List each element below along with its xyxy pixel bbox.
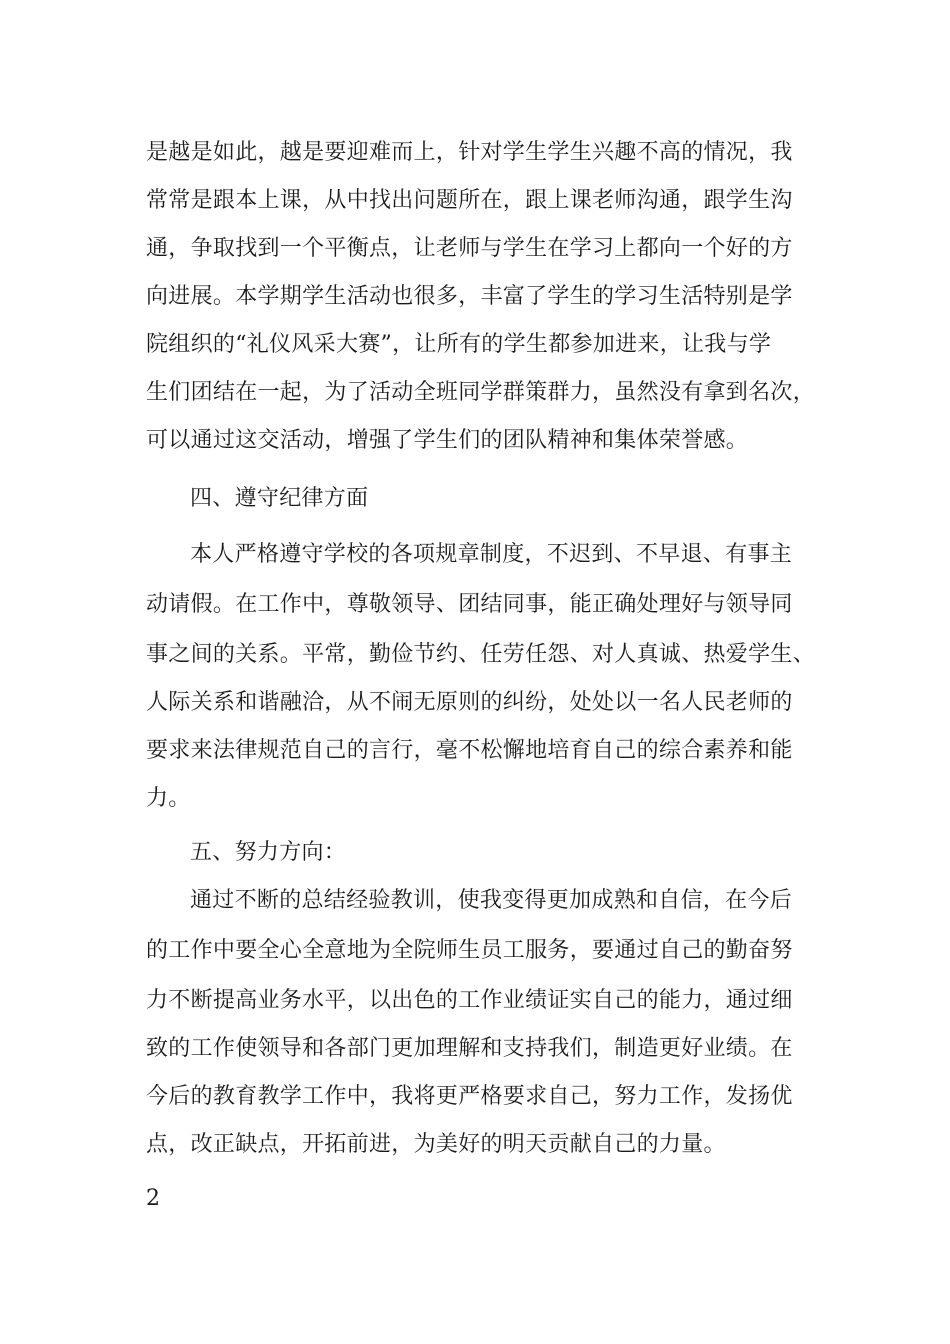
paragraph-line: 向进展。本学期学生活动也很多，丰富了学生的学习生活特别是学 [146, 284, 793, 309]
paragraph-line: 通过不断的总结经验教训，使我变得更加成熟和自信，在今后 [190, 888, 793, 913]
paragraph-line: 可以通过这交活动，增强了学生们的团队精神和集体荣誉感。 [146, 428, 749, 453]
paragraph-line: 今后的教育教学工作中，我将更严格要求自己，努力工作，发扬优 [146, 1084, 793, 1109]
section-heading-discipline: 四、遵守纪律方面 [190, 486, 369, 511]
paragraph-line: 力。 [146, 786, 191, 811]
paragraph-line: 通，争取找到一个平衡点，让老师与学生在学习上都向一个好的方 [146, 236, 793, 261]
paragraph-line: 人际关系和谐融洽，从不闹无原则的纠纷，处处以一名人民老师的 [146, 690, 793, 715]
paragraph-line: 致的工作使领导和各部门更加理解和支持我们，制造更好业绩。在 [146, 1036, 793, 1061]
paragraph-line: 本人严格遵守学校的各项规章制度，不迟到、不早退、有事主 [190, 542, 793, 567]
paragraph-line: 点，改正缺点，开拓前进，为美好的明天贡献自己的力量。 [146, 1132, 726, 1157]
page-number: 2 [146, 1186, 160, 1211]
paragraph-line: 力不断提高业务水平，以出色的工作业绩证实自己的能力，通过细 [146, 988, 793, 1013]
paragraph-line: 院组织的“礼仪风采大赛”，让所有的学生都参加进来，让我与学 [146, 332, 772, 357]
paragraph-line: 要求来法律规范自己的言行，毫不松懈地培育自己的综合素养和能 [146, 738, 793, 763]
paragraph-line: 生们团结在一起，为了活动全班同学群策群力，虽然没有拿到名次， [146, 380, 816, 405]
section-heading-direction: 五、努力方向： [190, 840, 347, 865]
paragraph-line: 事之间的关系。平常，勤俭节约、任劳任怨、对人真诚、热爱学生、 [146, 642, 816, 667]
paragraph-line: 常常是跟本上课，从中找出问题所在，跟上课老师沟通，跟学生沟 [146, 188, 793, 213]
paragraph-line: 是越是如此，越是要迎难而上，针对学生学生兴趣不高的情况，我 [146, 140, 793, 165]
paragraph-line: 动请假。在工作中，尊敬领导、团结同事，能正确处理好与领导同 [146, 592, 793, 617]
paragraph-line: 的工作中要全心全意地为全院师生员工服务，要通过自己的勤奋努 [146, 938, 793, 963]
